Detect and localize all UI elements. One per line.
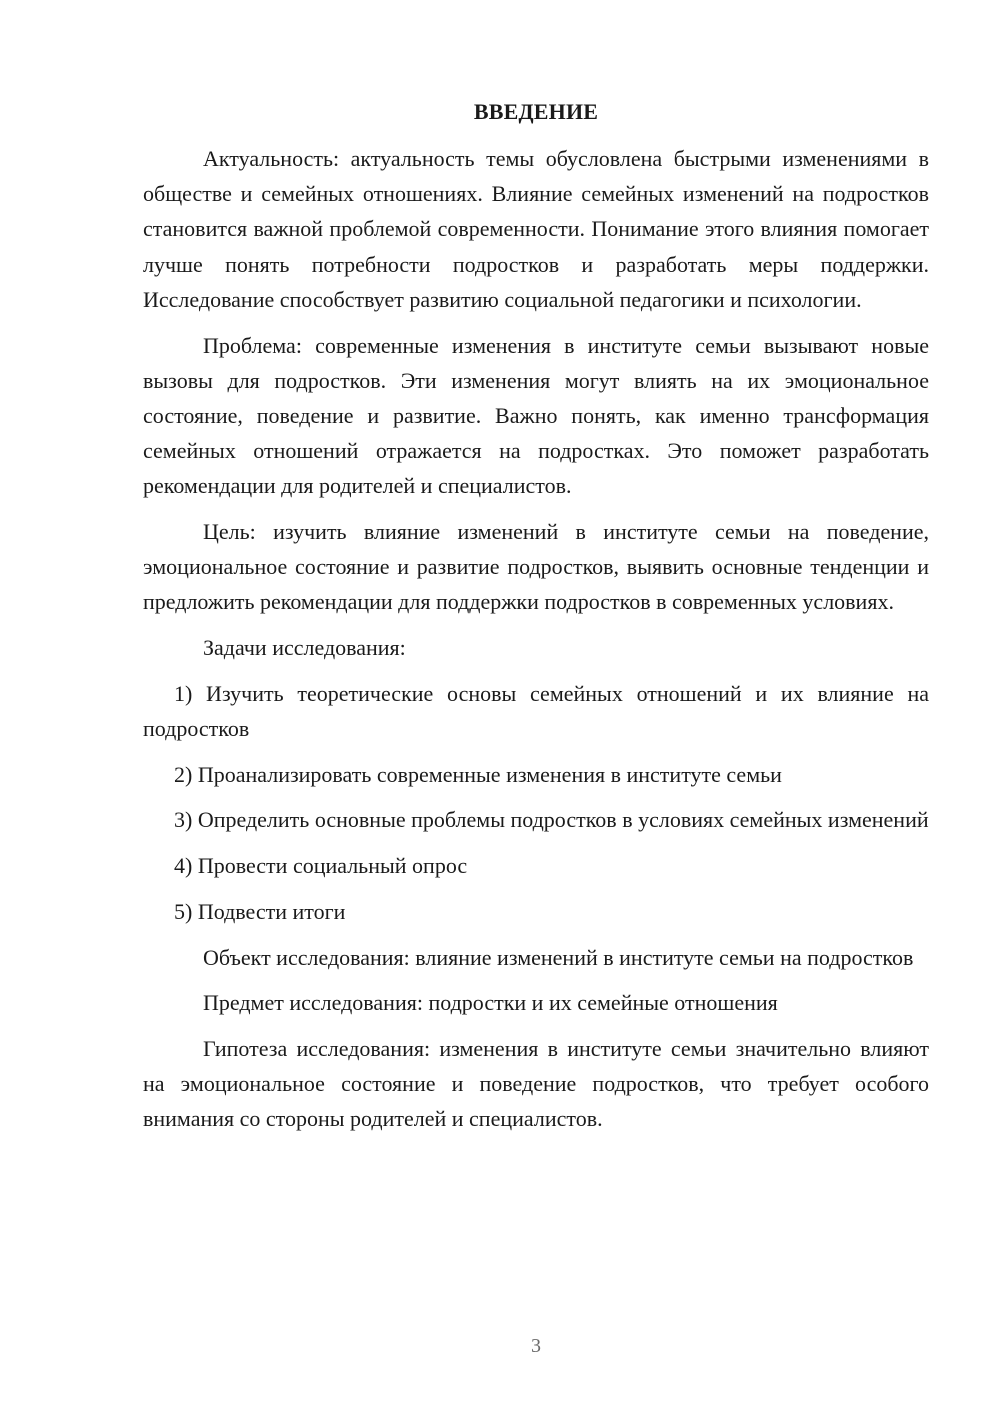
relevance-paragraph: Актуальность: актуальность темы обусловлена быстрыми изменениями в обществе и семейных отношениях. Влияние семейных изменений на подростков становится важной проблемой современности. Понимание этого влияния помогает лучше понять потребности подростков и разработать меры поддержки. Исследование способствует развитию социальной педагогики и психологии. <box>143 146 929 312</box>
task-item: 5) Подвести итоги <box>174 898 346 924</box>
task-item: 4) Провести социальный опрос <box>174 853 468 879</box>
tasks-heading: Задачи исследования: <box>203 635 406 661</box>
task-item: 2) Проанализировать современные изменения в институте семьи <box>174 761 782 787</box>
page-body <box>143 94 929 1147</box>
subject-paragraph: Предмет исследования: подростки и их семейные отношения <box>203 990 778 1016</box>
page-number: 3 <box>531 1335 541 1357</box>
goal-paragraph: Цель: изучить влияние изменений в институте семьи на поведение, эмоциональное состояние и развитие подростков, выявить основные тенденции и предложить рекомендации для поддержки подростков в современных условиях. <box>143 519 929 615</box>
problem-paragraph: Проблема: современные изменения в институте семьи вызывают новые вызовы для подростков. Эти изменения могут влиять на их эмоциональное состояние, поведение и развитие. Важно понять, как именно трансформация семейных отношений отражается на подростках. Это поможет разработать рекомендации для родителей и специалистов. <box>143 332 929 499</box>
object-paragraph: Объект исследования: влияние изменений в институте семьи на подростков <box>203 944 914 970</box>
section-title: ВВЕДЕНИЕ <box>473 99 599 124</box>
task-item: 1) Изучить теоретические основы семейных отношений и их влияние на подростков <box>143 680 929 742</box>
task-item: 3) Определить основные проблемы подростков в условиях семейных изменений <box>174 807 929 833</box>
hypothesis-paragraph: Гипотеза исследования: изменения в институте семьи значительно влияют на эмоциональное состояние и поведение подростков, что требует особого внимания со стороны родителей и специалистов. <box>143 1035 929 1132</box>
